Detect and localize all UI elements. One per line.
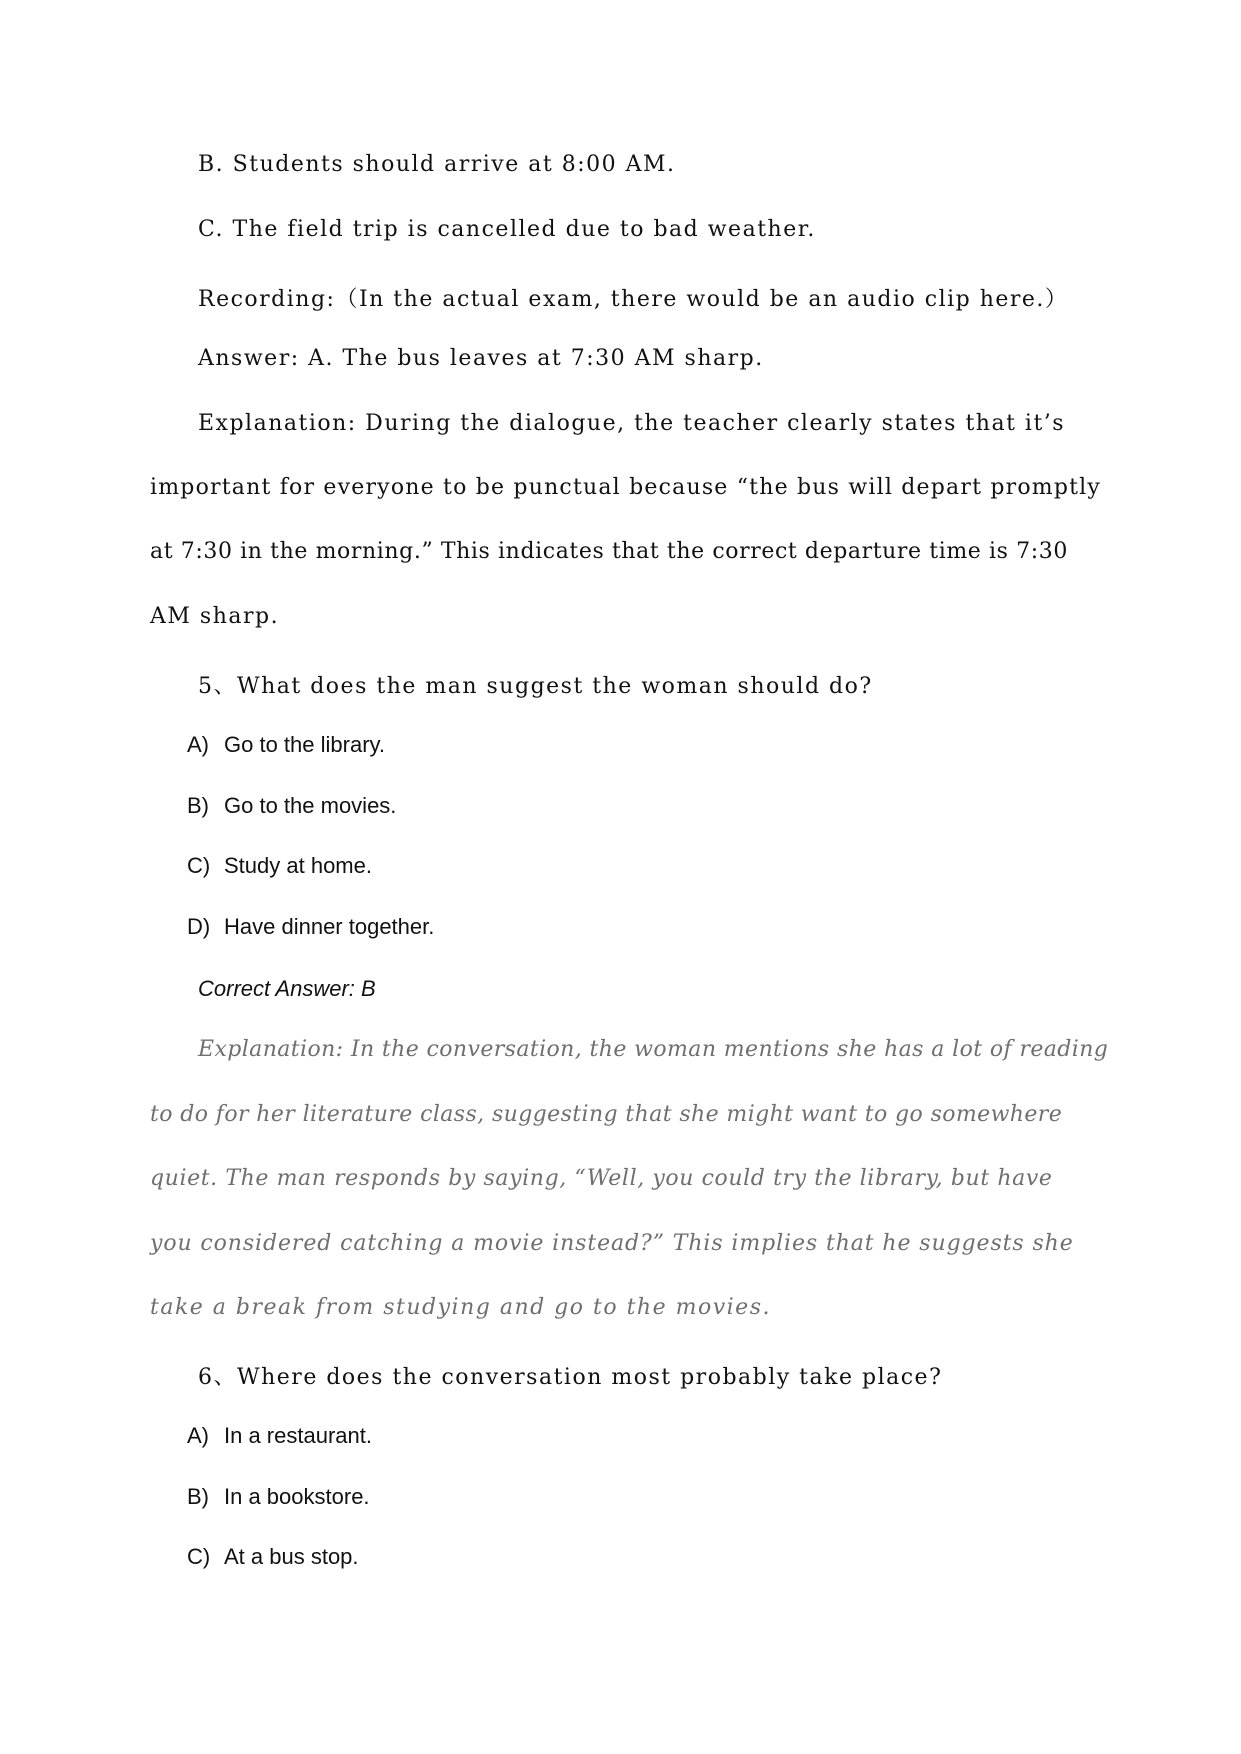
- prev-explanation-line: at 7:30 in the morning.” This indicates that the correct departure time is 7:30: [150, 539, 1068, 564]
- option-text: Study at home.: [224, 853, 372, 878]
- q5-correct-answer: Correct Answer: B: [198, 976, 376, 1001]
- q5-explanation-line: take a break from studying and go to the movies.: [150, 1295, 771, 1320]
- option-letter: C): [187, 853, 211, 878]
- question-6-text: 6、Where does the conversation most probably take place?: [198, 1365, 943, 1390]
- prev-recording-note: Recording:（In the actual exam, there would be an audio clip here.）: [198, 287, 1069, 312]
- q5-explanation-line: quiet. The man responds by saying, “Well, you could try the library, but have: [150, 1166, 1053, 1191]
- prev-option-b: B. Students should arrive at 8:00 AM.: [198, 152, 676, 177]
- option-text: At a bus stop.: [224, 1544, 359, 1569]
- option-text: Go to the library.: [224, 732, 385, 757]
- option-text: Have dinner together.: [224, 914, 435, 939]
- option-text: In a bookstore.: [224, 1484, 370, 1509]
- q5-explanation-line: you considered catching a movie instead?” This implies that he suggests she: [150, 1231, 1074, 1256]
- q5-explanation-line: Explanation: In the conversation, the woman mentions she has a lot of reading: [198, 1037, 1109, 1062]
- option-letter: B): [187, 1484, 209, 1509]
- option-letter: A): [187, 1423, 209, 1448]
- prev-explanation-line: important for everyone to be punctual because “the bus will depart promptly: [150, 475, 1102, 500]
- option-text: In a restaurant.: [224, 1423, 372, 1448]
- prev-option-c: C. The field trip is cancelled due to bad weather.: [198, 217, 816, 242]
- option-letter: C): [187, 1544, 211, 1569]
- prev-explanation-line: Explanation: During the dialogue, the teacher clearly states that it’s: [198, 411, 1066, 436]
- option-letter: A): [187, 732, 209, 757]
- option-letter: B): [187, 793, 209, 818]
- question-5-text: 5、What does the man suggest the woman should do?: [198, 674, 873, 699]
- prev-answer: Answer: A. The bus leaves at 7:30 AM sharp.: [198, 346, 764, 371]
- option-letter: D): [187, 914, 211, 939]
- option-text: Go to the movies.: [224, 793, 397, 818]
- prev-explanation-line: AM sharp.: [150, 604, 280, 629]
- q5-explanation-line: to do for her literature class, suggesting that she might want to go somewhere: [150, 1102, 1063, 1127]
